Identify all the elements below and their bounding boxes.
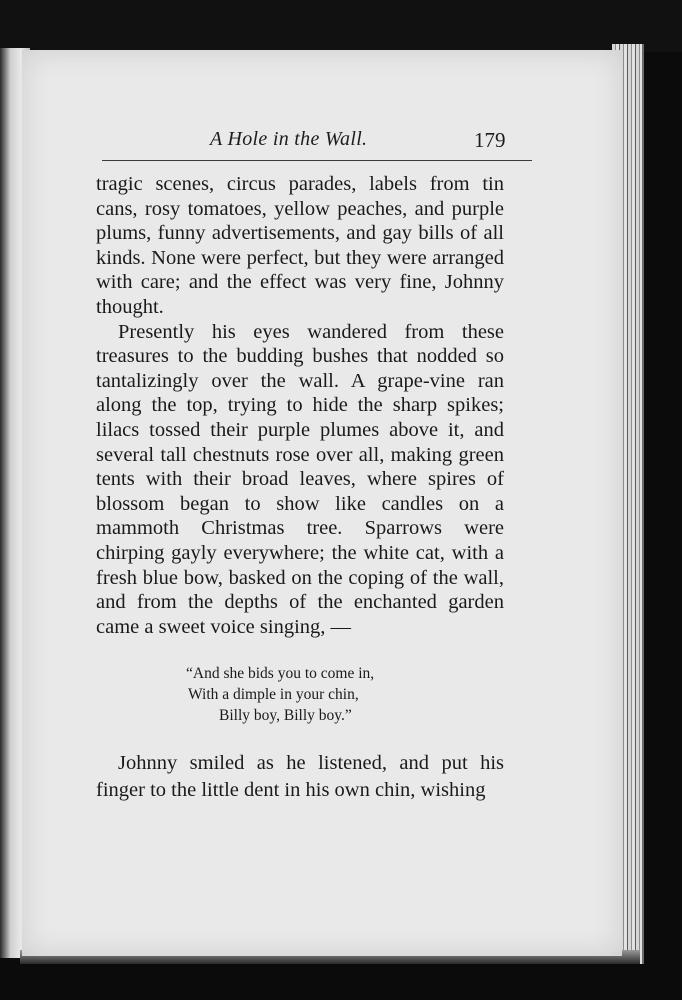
paragraph: Presently his eyes wandered from these treasures to the budding bushes that nodded so tantalizingly over the wall. A grape-vine ran along the top, trying to hide the sharp spikes; lilacs tossed their purple plumes above it, and several tall chestnuts rose over all, making green tents with their broad leaves, where spires of blossom began to show like candles on a mammoth Christmas tree. Sparrows were chirping gayly everywhere; the white cat, with a fresh blue bow, basked on the coping of the wall, and from the depths of the enchanted garden came a sweet voice singing, — <box>96 320 504 638</box>
closing-text <box>96 750 504 804</box>
book-page <box>22 50 622 956</box>
verse-line: Billy boy, Billy boy.” <box>219 707 352 724</box>
verse-line: With a dimple in your chin, <box>188 686 359 703</box>
body-text <box>96 172 504 639</box>
running-head <box>22 128 622 158</box>
page-number: 179 <box>474 128 506 152</box>
paragraph: Johnny smiled as he listened, and put his finger to the little dent in his own chin, wishing <box>96 752 504 801</box>
verse-line: “And she bids you to come in, <box>186 665 375 682</box>
running-title: A Hole in the Wall. <box>210 128 368 150</box>
verse-quote <box>186 663 446 726</box>
header-rule <box>102 160 532 161</box>
backdrop <box>0 0 682 52</box>
paragraph: tragic scenes, circus parades, labels from tin cans, rosy tomatoes, yellow peaches, and purple plums, funny advertisements, and gay bills of all kinds. None were perfect, but they were arranged with care; and the effect was very fine, Johnny thought. <box>96 173 504 318</box>
